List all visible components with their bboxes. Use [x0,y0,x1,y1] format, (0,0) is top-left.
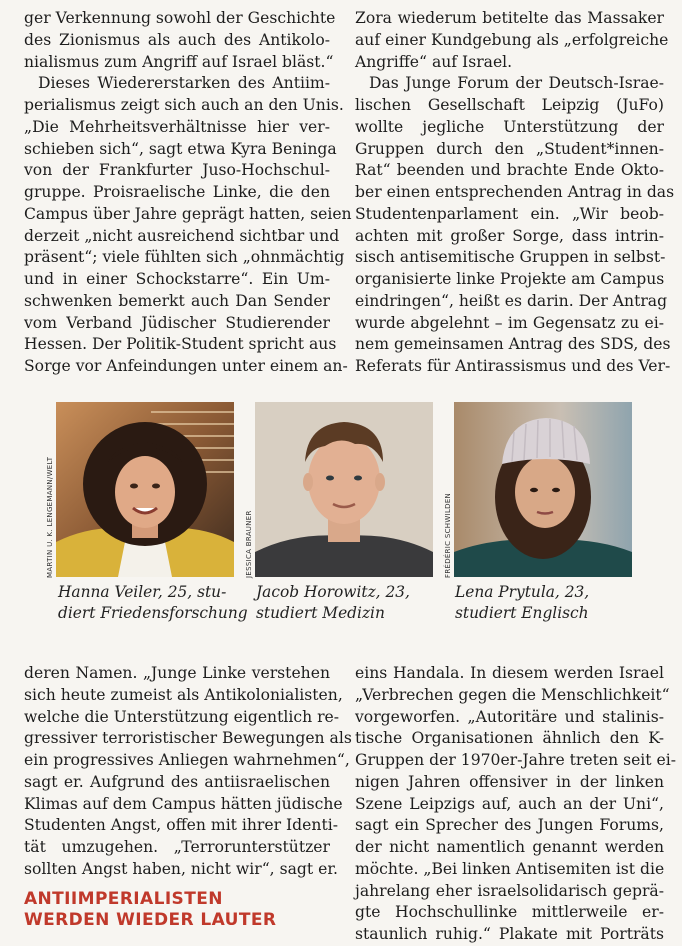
photo-lena-prytula [454,402,632,577]
text-line: wurde abgelehnt – im Gegensatz zu ei- [355,313,664,332]
text-line: gruppe. Proisraelische Linke, die den [24,183,330,201]
text-line: deren Namen. „Junge Linke verstehen [24,664,330,682]
text-line: perialismus zeigt sich auch an den Unis. [24,96,344,114]
text-line: sagt ein Sprecher des Jungen Forums, [355,816,664,835]
caption-line: studiert Medizin [256,604,385,622]
subheading-line: WERDEN WIEDER LAUTER [24,910,277,930]
text-line: möchte. „Bei linken Antisemiten ist die [355,859,665,878]
text-line: Szene Leipzigs auf, auch an der Uni“, [355,794,664,813]
text-line: und in einer Schockstarre“. Ein Um- [24,270,330,288]
article-column-bottom-right [355,663,677,946]
text-line: staunlich ruhig.“ Plakate mit Porträts [355,925,664,943]
text-line: gressiver terroristischer Bewegungen als [24,729,352,748]
subheading-line: ANTIIMPERIALISTEN [24,889,223,909]
text-line: tische Organisationen ähnlich den K- [355,729,664,748]
text-line: tät umzugehen. „Terrorunterstützer [24,838,330,856]
text-line: „Die Mehrheitsverhältnisse hier ver- [24,117,330,136]
text-line: Hessen. Der Politik-Student spricht aus [24,335,337,354]
text-line: lischen Gesellschaft Leipzig (JuFo) [355,96,664,114]
text-line: Dieses Wiedererstarken des Antiim- [38,74,330,93]
text-line: gte Hochschullinke mittlerweile er- [355,903,664,922]
text-line: Angriffe“ auf Israel. [355,52,513,71]
article-column-top-right [355,8,675,378]
text-line: Referats für Antirassismus und des Ver- [355,357,671,375]
text-line: sagt er. Aufgrund des antiisraelischen [24,772,330,791]
text-line: Campus über Jahre geprägt hatten, seien [24,204,352,223]
text-line: derzeit „nicht ausreichend sichtbar und [24,226,340,245]
photo-caption [256,582,446,624]
text-line: Gruppen durch den „Student*innen- [355,139,664,158]
text-line: ger Verkennung sowohl der Geschichte [24,9,336,27]
text-line: Rat“ beenden und brachte Ende Okto- [355,161,664,180]
text-line: eindringen“, heißt es darin. Der Antrag [355,291,668,310]
text-line: wollte jegliche Unterstützung der [355,117,664,136]
caption-line: studiert Englisch [455,604,589,622]
text-line: von der Frankfurter Juso-Hochschul- [24,161,330,180]
text-line: schieben sich“, sagt etwa Kyra Beninga [24,139,337,158]
text-line: der nicht namentlich genannt werden [355,838,664,856]
article-column-top-left [24,8,352,378]
text-line: nigen Jahren offensiver in der linken [355,772,664,791]
text-line: Zora wiederum betitelte das Massaker [355,9,664,27]
photo-hanna-veiler [56,402,234,577]
text-line: sisch antisemitische Gruppen in selbst- [355,248,666,267]
text-line: Das Junge Forum der Deutsch-Israe- [369,74,664,93]
text-line: „Verbrechen gegen die Menschlichkeit“ [355,685,670,704]
text-line: vorgeworfen. „Autoritäre und stalinis- [355,707,664,726]
caption-line: Jacob Horowitz, 23, [256,583,410,601]
photo-credit: MARTIN U. K. LENGEMANN/WELT [46,456,54,578]
photo-caption [58,582,248,624]
photo-credit: JESSICA BRAUNER [245,510,253,578]
text-line: nialismus zum Angriff auf Israel bläst.“ [24,52,334,71]
text-line: nem gemeinsamen Antrag des SDS, des [355,335,671,354]
text-line: sich heute zumeist als Antikolonialisten, [24,685,343,704]
caption-line: Hanna Veiler, 25, stu- [58,583,227,601]
text-line: Gruppen der 1970er-Jahre treten seit ei- [355,751,677,769]
text-line: ber einen entsprechenden Antrag in das [355,183,675,201]
text-line: welche die Unterstützung eigentlich re- [24,707,340,726]
text-line: des Zionismus als auch des Antikolo- [24,30,330,49]
photo-jacob-horowitz [255,402,433,577]
text-line: sollten Angst haben, nicht wir“, sagt er. [24,859,339,878]
text-line: Sorge vor Anfeindungen unter einem an- [24,357,348,375]
text-line: Studenten Angst, offen mit ihrer Identi- [24,816,338,835]
text-line: eins Handala. In diesem werden Israel [355,664,664,682]
text-line: achten mit großer Sorge, dass intrin- [355,226,664,245]
text-line: Studentenparlament ein. „Wir beob- [355,204,664,223]
text-line: vom Verband Jüdischer Studierender [24,313,330,332]
text-line: organisierte linke Projekte am Campus [355,270,665,288]
caption-line: diert Friedensforschung [58,604,248,622]
text-line: Klimas auf dem Campus hätten jüdische [24,794,343,813]
text-line: auf einer Kundgebung als „erfolgreiche [355,30,669,49]
caption-line: Lena Prytula, 23, [455,583,590,601]
text-line: präsent“; viele fühlten sich „ohnmächtig [24,248,345,267]
section-subheading [24,889,324,931]
photo-caption [455,582,645,624]
text-line: ein progressives Anliegen wahrnehmen“, [24,751,350,769]
photo-credit: FRÉDÉRIC SCHWILDEN [444,492,452,578]
text-line: schwenken bemerkt auch Dan Sender [24,291,330,310]
article-column-bottom-left [24,663,352,881]
text-line: jahrelang eher israelsolidarisch geprä- [355,881,664,900]
